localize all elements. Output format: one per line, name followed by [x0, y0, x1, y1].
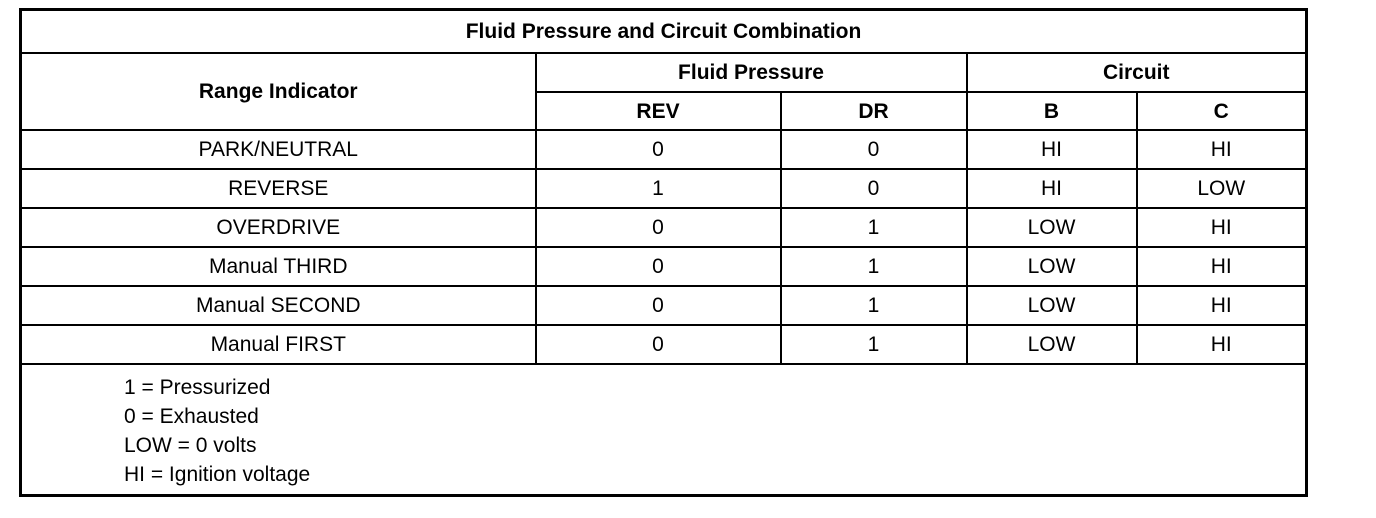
table-row	[21, 169, 1307, 208]
dr-cell: 0	[781, 169, 967, 208]
rev-cell: 0	[536, 286, 781, 325]
dr-cell: 1	[781, 247, 967, 286]
circuit-b-cell: LOW	[967, 208, 1137, 247]
fluid-pressure-circuit-table	[19, 8, 1308, 497]
circuit-b-cell: LOW	[967, 247, 1137, 286]
fluid-pressure-header: Fluid Pressure	[536, 53, 967, 92]
circuit-c-column-header: C	[1137, 92, 1307, 130]
note-hi: HI = Ignition voltage	[124, 463, 311, 486]
table-row	[21, 208, 1307, 247]
dr-cell: 1	[781, 325, 967, 364]
legend-notes	[21, 364, 1307, 496]
table-title: Fluid Pressure and Circuit Combination	[21, 10, 1307, 54]
rev-cell: 1	[536, 169, 781, 208]
circuit-b-cell: LOW	[967, 286, 1137, 325]
rev-column-header: REV	[536, 92, 781, 130]
rev-cell: 0	[536, 130, 781, 169]
table-row	[21, 247, 1307, 286]
circuit-header: Circuit	[967, 53, 1307, 92]
circuit-c-cell: HI	[1137, 247, 1307, 286]
range-cell: Manual SECOND	[21, 286, 536, 325]
rev-cell: 0	[536, 208, 781, 247]
circuit-b-cell: HI	[967, 169, 1137, 208]
dr-cell: 1	[781, 208, 967, 247]
circuit-c-cell: HI	[1137, 130, 1307, 169]
range-cell: REVERSE	[21, 169, 536, 208]
dr-column-header: DR	[781, 92, 967, 130]
note-pressurized: 1 = Pressurized	[124, 376, 271, 399]
range-indicator-header: Range Indicator	[21, 53, 536, 130]
circuit-c-cell: HI	[1137, 325, 1307, 364]
note-low: LOW = 0 volts	[124, 434, 257, 457]
circuit-c-cell: LOW	[1137, 169, 1307, 208]
circuit-c-cell: HI	[1137, 286, 1307, 325]
table-row	[21, 130, 1307, 169]
range-cell: OVERDRIVE	[21, 208, 536, 247]
table-row	[21, 325, 1307, 364]
note-exhausted: 0 = Exhausted	[124, 405, 259, 428]
rev-cell: 0	[536, 247, 781, 286]
circuit-b-cell: HI	[967, 130, 1137, 169]
dr-cell: 0	[781, 130, 967, 169]
dr-cell: 1	[781, 286, 967, 325]
circuit-b-column-header: B	[967, 92, 1137, 130]
rev-cell: 0	[536, 325, 781, 364]
circuit-b-cell: LOW	[967, 325, 1137, 364]
range-cell: Manual FIRST	[21, 325, 536, 364]
table-row	[21, 286, 1307, 325]
range-cell: PARK/NEUTRAL	[21, 130, 536, 169]
circuit-c-cell: HI	[1137, 208, 1307, 247]
range-cell: Manual THIRD	[21, 247, 536, 286]
